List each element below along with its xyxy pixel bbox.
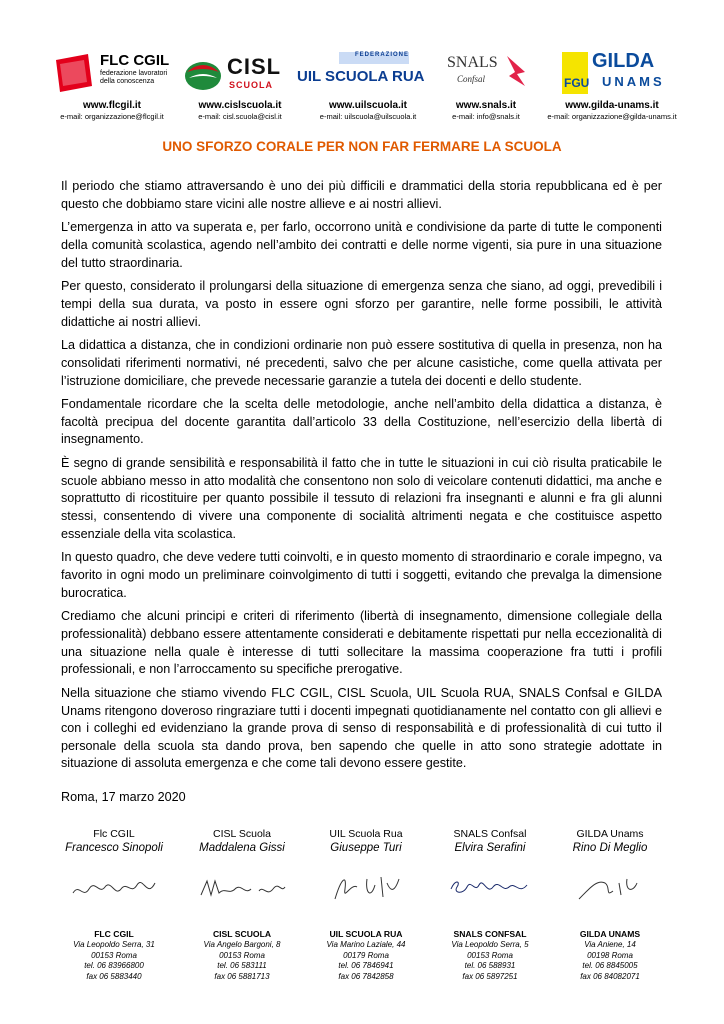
address-fax: fax 06 7842858 — [338, 971, 394, 981]
address-street: Via Leopoldo Serra, 31 — [73, 940, 155, 949]
flc-name: FLC CGIL — [100, 52, 170, 69]
signatory-org: Flc CGIL — [93, 828, 135, 840]
cisl-scuola-logo — [183, 50, 301, 96]
site-email[interactable]: e-mail: uilscuola@uilscuola.it — [319, 112, 417, 121]
address-city: 00153 Roma — [219, 950, 265, 960]
gilda-unams-logo — [562, 50, 672, 96]
gilda-unams: UNAMS — [602, 74, 665, 89]
paragraph: La didattica a distanza, che in condizioni ordinarie non può essere sostitutiva di quella in presenza, non ha consolidati riferimenti normativi, né precedenti, salvo che per alcune casistiche, come quella attivata per l’istruzione domiciliare, che prevede necessarie garanzie a tutela dei docenti e dello studente. — [61, 338, 662, 388]
handwritten-signature — [197, 869, 287, 905]
handwritten-signature — [69, 869, 159, 905]
signatory-name: Rino Di Meglio — [572, 842, 648, 854]
snals-name: SNALS — [447, 54, 498, 71]
paragraph: Il periodo che stiamo attraversando è uno dei più difficili e drammatici della storia repubblicana ed è per questo che dobbiamo stare vicini alle nostre allieve e ai nostri allievi. — [61, 179, 662, 211]
signatory-name: Elvira Serafini — [454, 842, 526, 854]
address-title: FLC CGIL — [94, 929, 134, 939]
gilda-name: GILDA — [592, 50, 655, 72]
signatory-name: Francesco Sinopoli — [65, 842, 163, 854]
uil-name: UIL SCUOLA RUA — [297, 68, 425, 85]
site-flc — [42, 100, 182, 122]
paragraph: Fondamentale ricordare che la scelta delle metodologie, anche nell’ambito della didattica a distanza, è facoltà precipua del docente garantita dall’articolo 33 della Costituzione, nell’esercizio della libertà di insegnamento. — [61, 397, 662, 447]
cisl-name: CISL — [227, 54, 282, 79]
document-title: UNO SFORZO CORALE PER NON FAR FERMARE LA SCUOLA — [162, 139, 562, 154]
address-street: Via Leopoldo Serra, 5 — [451, 940, 529, 949]
signatory-flc — [52, 828, 176, 982]
signatory-org: GILDA Unams — [576, 828, 644, 840]
address-title: SNALS CONFSAL — [453, 929, 527, 939]
gilda-fgu: FGU — [564, 76, 590, 90]
signatory-cisl — [180, 828, 304, 982]
header-logos — [42, 50, 682, 96]
address-tel: tel. 06 7846941 — [338, 961, 394, 970]
signatory-org: CISL Scuola — [213, 828, 271, 840]
site-email[interactable]: e-mail: info@snals.it — [452, 112, 520, 121]
address-fax: fax 06 5883440 — [86, 971, 142, 981]
address-street: Via Marino Laziale, 44 — [326, 940, 406, 949]
signatures — [52, 828, 672, 1018]
address-city: 00179 Roma — [343, 950, 389, 960]
site-url[interactable]: www.snals.it — [455, 100, 517, 111]
address-fax: fax 06 84082071 — [580, 971, 640, 981]
cisl-emblem-icon — [183, 56, 223, 92]
address-tel: tel. 06 8845005 — [582, 961, 638, 970]
paragraph: Nella situazione che stiamo vivendo FLC CGIL, CISL Scuola, UIL Scuola RUA, SNALS Confsal e GILDA Unams ritengono doveroso ringraziare tutti i docenti impegnati quotidianamente nel contatto con gli allievi e con i colleghi ed evidenziano la grande prova di senso di responsabilità e di professionalità di cui tutto il personale della scuola sta dando prova, ben sapendo che quelle in atto sono strategie adottate in situazione di assoluta emergenza e che come tali devono essere gestite. — [61, 685, 662, 771]
flc-subtitle: federazione lavoratori della conoscenza — [100, 70, 168, 85]
cisl-subtitle: SCUOLA — [229, 80, 273, 90]
signatory-org: SNALS Confsal — [453, 828, 527, 840]
snals-logo — [447, 50, 527, 96]
signatory-snals — [428, 828, 552, 982]
address-tel: tel. 06 588931 — [464, 961, 516, 970]
signatory-name: Giuseppe Turi — [330, 842, 402, 854]
site-email[interactable]: e-mail: cisl.scuola@cisl.it — [198, 112, 282, 121]
paragraph: Per questo, considerato il prolungarsi della situazione di emergenza senza che siano, ad oggi, prevedibili i tempi della sua durata, va posto in essere ogni sforzo per garantire, nelle forme possibili, le attività didattiche ai nostri allievi. — [61, 279, 662, 329]
uil-federazione: FEDERAZIONE — [355, 52, 410, 58]
address-tel: tel. 06 83966800 — [84, 961, 144, 970]
site-snals — [416, 100, 556, 122]
address-fax: fax 06 5897251 — [462, 971, 518, 981]
paragraph: In questo quadro, che deve vedere tutti coinvolti, e in questo momento di straordinario e corale impegno, va favorito in ogni modo un preliminare coinvolgimento di tutti i soggetti, evitando che prevalga la dimensione burocratica. — [61, 550, 662, 600]
address-title: UIL SCUOLA RUA — [329, 929, 403, 939]
address-fax: fax 06 5881713 — [214, 971, 270, 981]
site-email[interactable]: e-mail: organizzazione@flcgil.it — [60, 112, 164, 121]
address-city: 00153 Roma — [467, 950, 513, 960]
document-body — [61, 178, 662, 779]
signatory-uil — [304, 828, 428, 982]
flc-cgil-logo — [54, 50, 172, 96]
document-date: Roma, 17 marzo 2020 — [61, 790, 186, 804]
site-email[interactable]: e-mail: organizzazione@gilda-unams.it — [547, 112, 677, 121]
site-url[interactable]: www.uilscuola.it — [329, 100, 407, 111]
site-url[interactable]: www.cislscuola.it — [198, 100, 282, 111]
handwritten-signature — [565, 869, 655, 905]
snals-subtitle: Confsal — [457, 74, 486, 84]
signatory-org: UIL Scuola Rua — [329, 828, 403, 840]
handwritten-signature — [321, 869, 411, 905]
address-city: 00153 Roma — [91, 950, 137, 960]
uil-scuola-logo — [297, 50, 425, 96]
address-city: 00198 Roma — [587, 950, 633, 960]
address-title: GILDA UNAMS — [579, 929, 641, 939]
address-title: CISL SCUOLA — [212, 929, 272, 939]
handwritten-signature — [445, 869, 535, 905]
site-url[interactable]: www.gilda-unams.it — [565, 100, 659, 111]
paragraph: Crediamo che alcuni principi e criteri di riferimento (libertà di insegnamento, dimensione collegiale della professionalità) debbano essere attentamente considerati e debitamente rispettati pur nella eccezionalità di una situazione nella quale è interesse di tutti sollecitare la massima cooperazione fra tutti i profili professionali, e non l’arroccamento su specifiche prerogative. — [61, 609, 662, 677]
site-gilda — [542, 100, 682, 122]
site-url[interactable]: www.flcgil.it — [83, 100, 141, 111]
site-cisl — [170, 100, 310, 122]
address-tel: tel. 06 583111 — [217, 961, 267, 970]
flc-flag-icon — [54, 54, 94, 92]
address-street: Via Aniene, 14 — [584, 940, 636, 949]
address-street: Via Angelo Bargoni, 8 — [203, 940, 281, 949]
paragraph: È segno di grande sensibilità e responsabilità il fatto che in tutte le situazioni in cui ciò risulta praticabile le scuole abbiano messo in atto modalità che consentono non solo di veicolare contenuti didattici, ma anche e soprattutto di ricostituire per quanto possibile il tessuto di relazioni fra insegnanti e alunni e fra gli alunni stessi, consentendo di vivere una componente di socialità altrimenti negata e che costituisce aspetto essenziale della vita scolastica. — [61, 456, 662, 541]
signatory-gilda — [548, 828, 672, 982]
signatory-name: Maddalena Gissi — [199, 842, 285, 854]
paragraph: L’emergenza in atto va superata e, per farlo, occorrono unità e condivisione da parte di tutte le componenti della comunità scolastica, agendo nell’ambito dei contratti e delle norme vigenti, sia pure in una situazione del tutto straordinaria. — [61, 220, 662, 270]
snals-mark-icon — [505, 54, 527, 88]
